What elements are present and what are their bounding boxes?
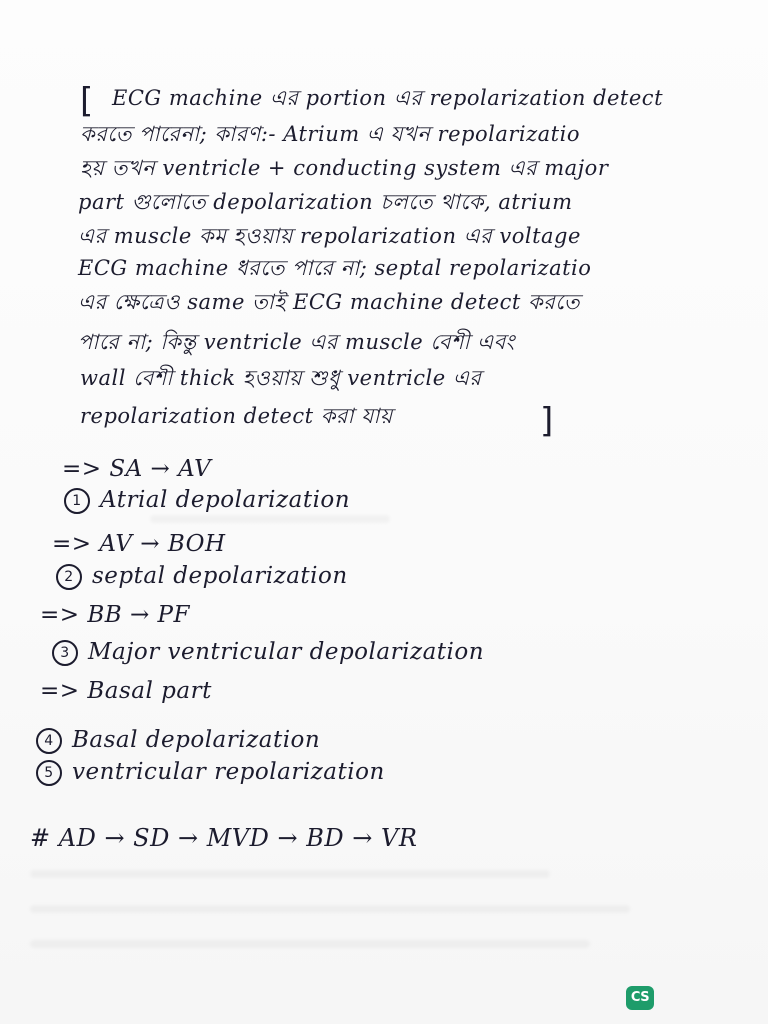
paragraph-line: part গুলোতে depolarization চলতে থাকে, atrium — [78, 190, 573, 214]
step-septal-depolarization — [56, 564, 348, 590]
step-number-badge: 1 — [64, 488, 90, 514]
step-label: Atrial depolarization — [100, 487, 351, 513]
camscanner-logo-icon: CS — [626, 986, 654, 1010]
paragraph-line: ECG machine ধরতে পারে না; septal repolarizatio — [78, 256, 592, 280]
step-number-badge: 2 — [56, 564, 82, 590]
summary-sequence: # AD → SD → MVD → BD → VR — [30, 824, 418, 852]
paragraph-line: wall বেশী thick হওয়ায় শুধু ventricle এর — [80, 366, 482, 390]
step-label: Basal depolarization — [72, 727, 321, 753]
open-bracket: [ — [80, 81, 94, 121]
paragraph-line: repolarization detect করা যায় — [80, 404, 393, 428]
step-arrow-av-boh: => AV → BOH — [52, 531, 226, 557]
paper-bleed-line — [30, 870, 550, 878]
step-major-ventricular-depolarization — [52, 640, 484, 666]
paragraph-line: করতে পারেনা; কারণ:- Atrium এ যখন repolarizatio — [80, 122, 580, 146]
step-number-badge: 3 — [52, 640, 78, 666]
step-number-badge: 4 — [36, 728, 62, 754]
step-label: septal depolarization — [92, 563, 348, 589]
close-bracket: ] — [540, 401, 554, 441]
step-arrow-bb-pf: => BB → PF — [40, 602, 190, 628]
step-label: ventricular repolarization — [72, 759, 385, 785]
step-ventricular-repolarization — [36, 760, 385, 786]
step-number-badge: 5 — [36, 760, 62, 786]
paper-bleed-line — [150, 515, 390, 523]
step-arrow-sa-av: => SA → AV — [62, 456, 212, 482]
paragraph-line: পারে না; কিন্তু ventricle এর muscle বেশী এবং — [78, 330, 515, 354]
step-basal-depolarization — [36, 728, 320, 754]
paper-bleed-line — [30, 940, 590, 948]
step-label: Major ventricular depolarization — [88, 639, 485, 665]
paper-bleed-line — [30, 905, 630, 913]
paragraph-line: হয় তখন ventricle + conducting system এর major — [80, 156, 609, 180]
paragraph-line: এর muscle কম হওয়ায় repolarization এর voltage — [78, 224, 581, 248]
paragraph-line: ECG machine এর portion এর repolarization detect — [112, 86, 664, 110]
paragraph-line: এর ক্ষেত্রেও same তাই ECG machine detect করতে — [78, 290, 580, 314]
step-arrow-basal-part: => Basal part — [40, 678, 212, 704]
step-atrial-depolarization — [64, 488, 350, 514]
